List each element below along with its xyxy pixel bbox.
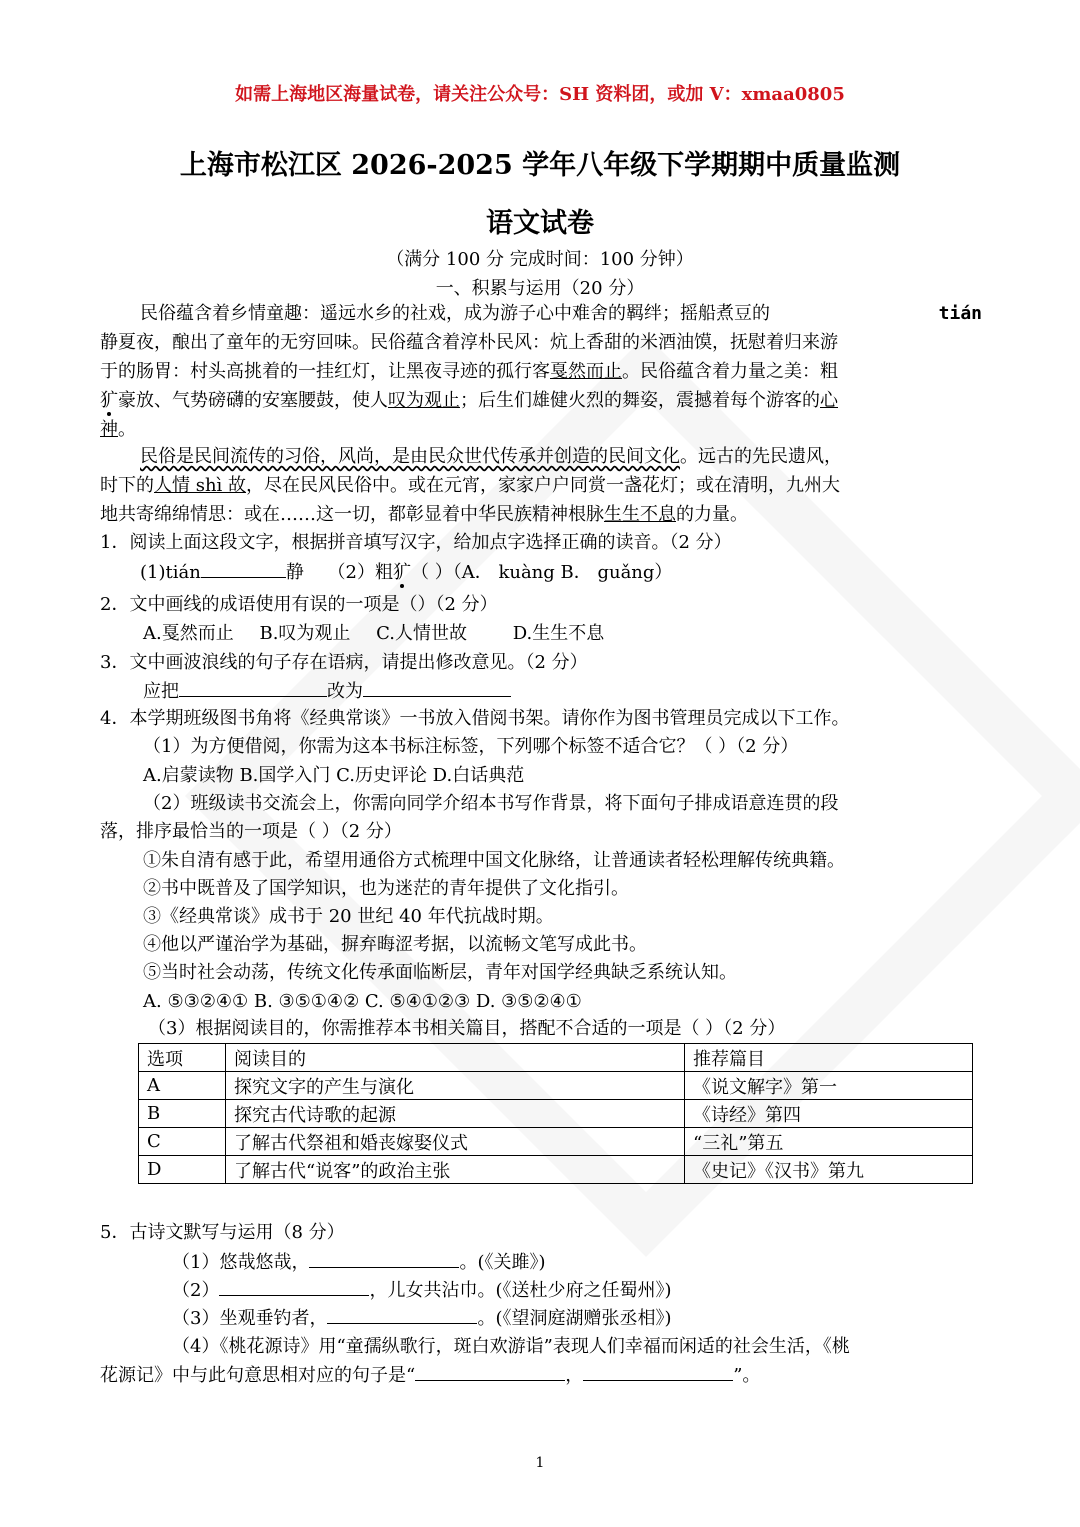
- passage-text: ，尽在民风民俗中。或在元宵，家家户户同赏一盏花灯；或在清明，九州大: [246, 475, 841, 496]
- table-cell: B: [139, 1100, 226, 1128]
- passage-text: 。远古的先民遗风，: [680, 446, 842, 467]
- dotted-char: 犷: [100, 390, 118, 411]
- q1-part1-after: 静: [285, 562, 304, 583]
- passage-text: ；后生们雄健火烈的舞姿，震撼着每个游客的: [460, 390, 820, 411]
- table-row: [139, 1072, 973, 1100]
- table-cell: 了解古代“说客”的政治主张: [226, 1156, 685, 1184]
- q4-sub2-line1: （2）班级读书交流会上，你需向同学介绍本书写作背景，将下面句子排成语意连贯的段: [143, 793, 839, 814]
- table-cell: 《史记》《汉书》第九: [685, 1156, 973, 1184]
- q5-blank-4b[interactable]: [583, 1362, 733, 1381]
- q1-answer-blank[interactable]: [201, 559, 286, 578]
- underlined-xin: 心: [820, 390, 838, 411]
- q5-i1-text: （1）悠哉悠哉，: [172, 1252, 310, 1273]
- passage-line: [100, 417, 136, 443]
- q5-blank-3[interactable]: [327, 1305, 477, 1324]
- table-header-cell: 选项: [139, 1044, 226, 1072]
- table-cell: 探究古代诗歌的起源: [226, 1100, 685, 1128]
- q4-sub2-line2: 落，排序最恰当的一项是（ ）（2 分）: [100, 821, 402, 842]
- q4-sentence-2: ②书中既普及了国学知识，也为迷茫的青年提供了文化指引。: [143, 878, 629, 899]
- passage-text: 。民俗蕴含着力量之美：粗: [622, 361, 838, 382]
- underlined-idiom: 叹为观止: [388, 390, 460, 411]
- underlined-idiom: 人情 shì 故: [154, 475, 247, 496]
- table-cell: C: [139, 1128, 226, 1156]
- question-5-stem: 5．古诗文默写与运用（8 分）: [100, 1222, 345, 1243]
- q2-option-d: D.生生不息: [512, 623, 605, 644]
- passage-line: [100, 301, 982, 327]
- table-row: [139, 1128, 973, 1156]
- table-cell: 了解古代祭祖和婚丧嫁娶仪式: [226, 1128, 685, 1156]
- underlined-idiom: 生生不息: [604, 504, 676, 525]
- q5-i2-source: ，儿女共沾巾。(《送杜少府之任蜀州》): [369, 1280, 672, 1301]
- dotted-char: 犷: [393, 562, 411, 583]
- table-cell: 探究文字的产生与演化: [226, 1072, 685, 1100]
- q4-sentence-3: ③《经典常谈》成书于 20 世纪 40 年代抗战时期。: [143, 906, 554, 927]
- passage-line: [100, 502, 748, 528]
- section-heading: 一、积累与运用（20 分）: [435, 278, 645, 299]
- q3-blank-a[interactable]: [179, 678, 327, 697]
- q4-sub2-options: A. ⑤③②④① B. ③⑤①④② C. ⑤④①②③ D. ③⑤②④①: [143, 991, 582, 1012]
- q4-sub3: （3）根据阅读目的，你需推荐本书相关篇目，搭配不合适的一项是（ ）（2 分）: [148, 1018, 786, 1039]
- q4-sentence-5: ⑤当时社会动荡，传统文化传承面临断层，青年对国学经典缺乏系统认知。: [143, 962, 737, 983]
- table-row: [139, 1100, 973, 1128]
- table-cell: A: [139, 1072, 226, 1100]
- q5-i3-source: 。(《望洞庭湖赠张丞相》): [477, 1308, 672, 1329]
- table-row: [139, 1156, 973, 1184]
- q5-i4-text: 花源记》中与此句意思相对应的句子是“: [100, 1365, 416, 1386]
- promo-notice: 如需上海地区海量试卷，请关注公众号：SH 资料团，或加 V：xmaa0805: [235, 84, 845, 105]
- passage-line: [100, 473, 840, 499]
- table-cell: “三礼”第五: [685, 1128, 973, 1156]
- underlined-idiom: 戛然而止: [550, 361, 622, 382]
- table-header-cell: 阅读目的: [226, 1044, 685, 1072]
- passage-line: [100, 330, 838, 356]
- passage-text: 时下的: [100, 475, 154, 496]
- q5-item-2: [172, 1277, 672, 1304]
- exam-info: （满分 100 分 完成时间：100 分钟）: [386, 249, 694, 270]
- passage-text: 民俗蕴含着乡情童趣：遥远水乡的社戏，成为游子心中难舍的羁绊；摇船煮豆的: [140, 303, 770, 324]
- q4-sub1-options: A.启蒙读物 B.国学入门 C.历史评论 D.白话典范: [143, 765, 525, 786]
- table-cell: D: [139, 1156, 226, 1184]
- question-4-stem: 4．本学期班级图书角将《经典常谈》一书放入借阅书架。请你作为图书管理员完成以下工作。: [100, 708, 850, 729]
- q3-label-a: 应把: [143, 681, 179, 702]
- q3-label-b: 改为: [327, 681, 363, 702]
- q4-sub1: （1）为方便借阅，你需为这本书标注标签，下列哪个标签不适合它？（ ）（2 分）: [143, 736, 799, 757]
- q5-blank-4a[interactable]: [415, 1362, 565, 1381]
- question-1-stem: 1．阅读上面这段文字，根据拼音填写汉字，给加点字选择正确的读音。（2 分）: [100, 532, 732, 553]
- table-cell: 《诗经》第四: [685, 1100, 973, 1128]
- exam-title: 上海市松江区 2026-2025 学年八年级下学期期中质量监测: [179, 150, 901, 181]
- passage-text: 静夏夜，酿出了童年的无穷回味。民俗蕴含着淳朴民风：炕上香甜的米酒油馍，抚慰着归来游: [100, 332, 838, 353]
- passage-line: [140, 444, 842, 470]
- page-number: 1: [535, 1455, 545, 1471]
- passage-text: 。: [118, 419, 136, 440]
- table-cell: 《说文解字》第一: [685, 1072, 973, 1100]
- passage-line: [100, 359, 838, 385]
- q4-sentence-1: ①朱自清有感于此，希望用通俗方式梳理中国文化脉络，让普通读者轻松理解传统典籍。: [143, 850, 845, 871]
- passage-text: 于的肠胃：村头高挑着的一挂红灯，让黑夜寻迹的孤行客: [100, 361, 550, 382]
- q5-i4-end: ”。: [733, 1365, 761, 1386]
- q2-option-c: C.人情世故: [376, 623, 468, 644]
- q5-i4-sep: ，: [565, 1365, 584, 1386]
- q5-item-3: [172, 1305, 672, 1332]
- q5-i3-text: （3）坐观垂钓者，: [172, 1308, 328, 1329]
- q1-part1-label: (1)tián: [140, 562, 201, 583]
- pinyin-tian: tián: [938, 303, 982, 324]
- q3-blank-b[interactable]: [363, 678, 511, 697]
- q5-i2-text: （2）: [172, 1280, 220, 1301]
- q2-option-a: A.戛然而止: [143, 623, 234, 644]
- q2-option-b: B.叹为观止: [259, 623, 351, 644]
- q5-i1-source: 。(《关雎》): [459, 1252, 546, 1273]
- wavy-sentence: 民俗是民间流传的习俗，风尚，是由民众世代传承并创造的民间文化: [140, 446, 680, 467]
- recommendation-table: [138, 1043, 973, 1184]
- question-1-parts: [140, 559, 672, 586]
- passage-line: [100, 388, 838, 414]
- q5-blank-1[interactable]: [309, 1249, 459, 1268]
- table-header-row: [139, 1044, 973, 1072]
- q1-part2-choices: （ ）（A． kuàng B． guǎng）: [411, 562, 673, 583]
- q5-item-4-line1: （4）《桃花源诗》用“童孺纵歌行，斑白欢游诣”表现人们幸福而闲适的社会生活，《桃: [172, 1336, 850, 1357]
- passage-text: 地共寄绵绵情思：或在……这一切，都彰显着中华民族精神根脉: [100, 504, 604, 525]
- question-2-options: [143, 621, 604, 647]
- q5-blank-2[interactable]: [219, 1277, 369, 1296]
- passage-text: 豪放、气势磅礴的安塞腰鼓，使人: [118, 390, 388, 411]
- passage-text: 的力量。: [676, 504, 748, 525]
- q5-item-1: [172, 1249, 546, 1276]
- question-3-answer: [143, 678, 511, 705]
- question-3-stem: 3．文中画波浪线的句子存在语病，请提出修改意见。（2 分）: [100, 652, 588, 673]
- q4-sentence-4: ④他以严谨治学为基础，摒弃晦涩考据，以流畅文笔写成此书。: [143, 934, 647, 955]
- table-header-cell: 推荐篇目: [685, 1044, 973, 1072]
- q1-part2-label: （2）粗: [327, 562, 393, 583]
- underlined-shen: 神: [100, 419, 118, 440]
- question-2-stem: 2．文中画线的成语使用有误的一项是（）（2 分）: [100, 594, 498, 615]
- q5-item-4-line2: [100, 1362, 760, 1389]
- exam-subtitle: 语文试卷: [486, 208, 594, 239]
